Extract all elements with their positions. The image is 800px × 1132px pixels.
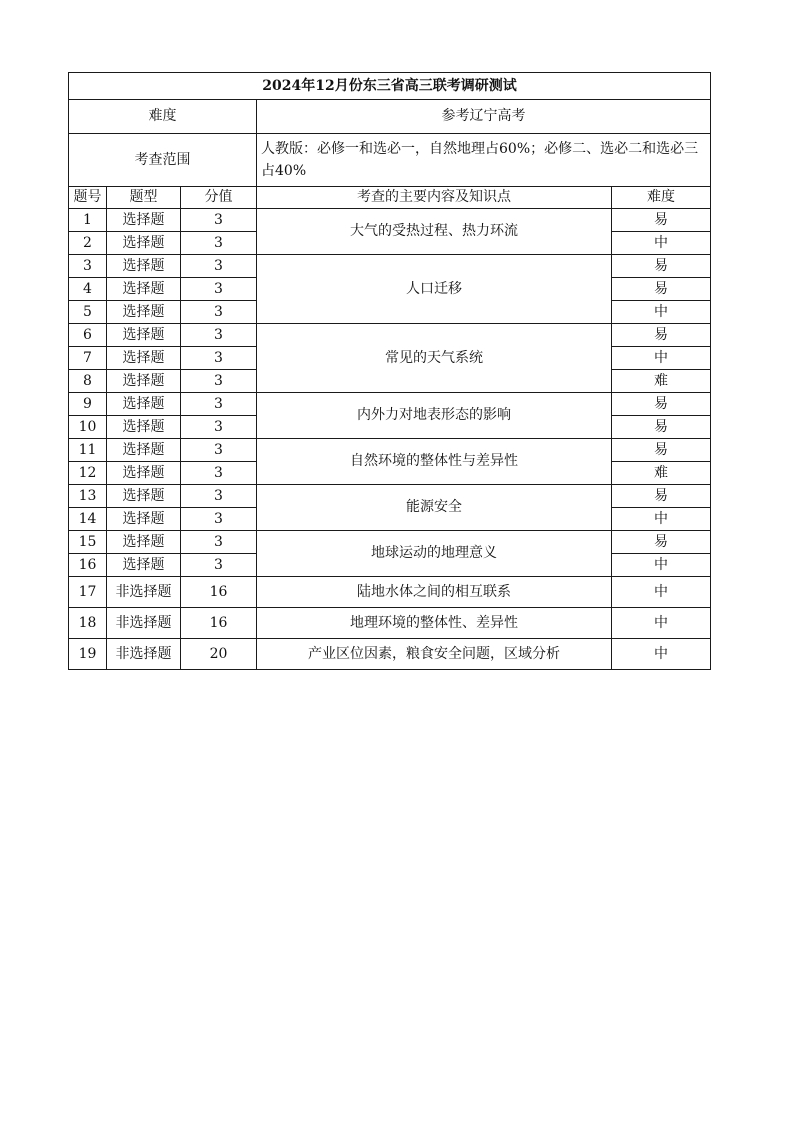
difficulty-reference: 参考辽宁高考 bbox=[257, 100, 711, 134]
question-score: 3 bbox=[181, 439, 257, 462]
table-row bbox=[69, 439, 711, 462]
table-title: 2024年12月份东三省高三联考调研测试 bbox=[69, 73, 711, 100]
question-difficulty: 中 bbox=[612, 577, 711, 608]
question-type: 选择题 bbox=[107, 301, 181, 324]
question-number: 10 bbox=[69, 416, 107, 439]
question-score: 3 bbox=[181, 508, 257, 531]
question-number: 12 bbox=[69, 462, 107, 485]
difficulty-label: 难度 bbox=[69, 100, 257, 134]
table-row bbox=[69, 531, 711, 554]
question-number: 16 bbox=[69, 554, 107, 577]
table-row bbox=[69, 393, 711, 416]
question-difficulty: 中 bbox=[612, 301, 711, 324]
table-row bbox=[69, 577, 711, 608]
question-score: 3 bbox=[181, 347, 257, 370]
question-difficulty: 易 bbox=[612, 393, 711, 416]
question-score: 3 bbox=[181, 324, 257, 347]
question-difficulty: 易 bbox=[612, 485, 711, 508]
question-score: 3 bbox=[181, 393, 257, 416]
question-type: 选择题 bbox=[107, 485, 181, 508]
question-type: 选择题 bbox=[107, 370, 181, 393]
question-number: 17 bbox=[69, 577, 107, 608]
scope-value: 人教版：必修一和选必一，自然地理占60%；必修二、选必二和选必三占40% bbox=[257, 134, 711, 187]
header-type: 题型 bbox=[107, 187, 181, 209]
question-number: 15 bbox=[69, 531, 107, 554]
header-difficulty: 难度 bbox=[612, 187, 711, 209]
question-difficulty: 易 bbox=[612, 324, 711, 347]
question-number: 18 bbox=[69, 608, 107, 639]
question-difficulty: 易 bbox=[612, 255, 711, 278]
header-content: 考查的主要内容及知识点 bbox=[257, 187, 612, 209]
question-number: 11 bbox=[69, 439, 107, 462]
question-score: 20 bbox=[181, 639, 257, 670]
question-number: 7 bbox=[69, 347, 107, 370]
header-number: 题号 bbox=[69, 187, 107, 209]
question-type: 选择题 bbox=[107, 462, 181, 485]
topic-cell: 产业区位因素，粮食安全问题，区域分析 bbox=[257, 639, 612, 670]
question-type: 选择题 bbox=[107, 508, 181, 531]
question-score: 16 bbox=[181, 577, 257, 608]
question-number: 8 bbox=[69, 370, 107, 393]
question-number: 14 bbox=[69, 508, 107, 531]
question-number: 5 bbox=[69, 301, 107, 324]
question-number: 6 bbox=[69, 324, 107, 347]
question-type: 选择题 bbox=[107, 324, 181, 347]
question-score: 3 bbox=[181, 209, 257, 232]
question-type: 非选择题 bbox=[107, 608, 181, 639]
question-difficulty: 易 bbox=[612, 531, 711, 554]
topic-cell: 能源安全 bbox=[257, 485, 612, 531]
topic-cell: 大气的受热过程、热力环流 bbox=[257, 209, 612, 255]
question-type: 选择题 bbox=[107, 531, 181, 554]
question-score: 3 bbox=[181, 278, 257, 301]
question-type: 非选择题 bbox=[107, 577, 181, 608]
question-number: 1 bbox=[69, 209, 107, 232]
question-score: 3 bbox=[181, 462, 257, 485]
question-type: 选择题 bbox=[107, 393, 181, 416]
question-type: 选择题 bbox=[107, 209, 181, 232]
question-difficulty: 易 bbox=[612, 278, 711, 301]
topic-cell: 陆地水体之间的相互联系 bbox=[257, 577, 612, 608]
table-row bbox=[69, 209, 711, 232]
question-score: 3 bbox=[181, 255, 257, 278]
topic-cell: 常见的天气系统 bbox=[257, 324, 612, 393]
question-number: 9 bbox=[69, 393, 107, 416]
question-difficulty: 易 bbox=[612, 416, 711, 439]
topic-cell: 地球运动的地理意义 bbox=[257, 531, 612, 577]
question-type: 选择题 bbox=[107, 232, 181, 255]
table-row bbox=[69, 485, 711, 508]
question-type: 选择题 bbox=[107, 278, 181, 301]
question-type: 选择题 bbox=[107, 347, 181, 370]
topic-cell: 地理环境的整体性、差异性 bbox=[257, 608, 612, 639]
question-difficulty: 中 bbox=[612, 639, 711, 670]
question-difficulty: 易 bbox=[612, 439, 711, 462]
question-number: 2 bbox=[69, 232, 107, 255]
question-score: 3 bbox=[181, 370, 257, 393]
question-score: 3 bbox=[181, 485, 257, 508]
topic-cell: 人口迁移 bbox=[257, 255, 612, 324]
question-score: 3 bbox=[181, 416, 257, 439]
question-type: 选择题 bbox=[107, 255, 181, 278]
question-score: 3 bbox=[181, 232, 257, 255]
question-number: 13 bbox=[69, 485, 107, 508]
question-score: 3 bbox=[181, 301, 257, 324]
question-type: 选择题 bbox=[107, 416, 181, 439]
exam-analysis-table bbox=[68, 72, 711, 670]
question-type: 选择题 bbox=[107, 439, 181, 462]
table-row bbox=[69, 639, 711, 670]
question-type: 非选择题 bbox=[107, 639, 181, 670]
question-number: 19 bbox=[69, 639, 107, 670]
header-score: 分值 bbox=[181, 187, 257, 209]
question-type: 选择题 bbox=[107, 554, 181, 577]
question-score: 3 bbox=[181, 531, 257, 554]
topic-cell: 内外力对地表形态的影响 bbox=[257, 393, 612, 439]
question-difficulty: 中 bbox=[612, 554, 711, 577]
question-number: 3 bbox=[69, 255, 107, 278]
table-row bbox=[69, 324, 711, 347]
question-difficulty: 中 bbox=[612, 232, 711, 255]
table-row bbox=[69, 608, 711, 639]
question-difficulty: 易 bbox=[612, 209, 711, 232]
question-score: 16 bbox=[181, 608, 257, 639]
question-score: 3 bbox=[181, 554, 257, 577]
question-difficulty: 中 bbox=[612, 347, 711, 370]
question-difficulty: 中 bbox=[612, 608, 711, 639]
question-difficulty: 中 bbox=[612, 508, 711, 531]
question-difficulty: 难 bbox=[612, 370, 711, 393]
table-row bbox=[69, 255, 711, 278]
question-difficulty: 难 bbox=[612, 462, 711, 485]
question-number: 4 bbox=[69, 278, 107, 301]
topic-cell: 自然环境的整体性与差异性 bbox=[257, 439, 612, 485]
scope-label: 考查范围 bbox=[69, 134, 257, 187]
